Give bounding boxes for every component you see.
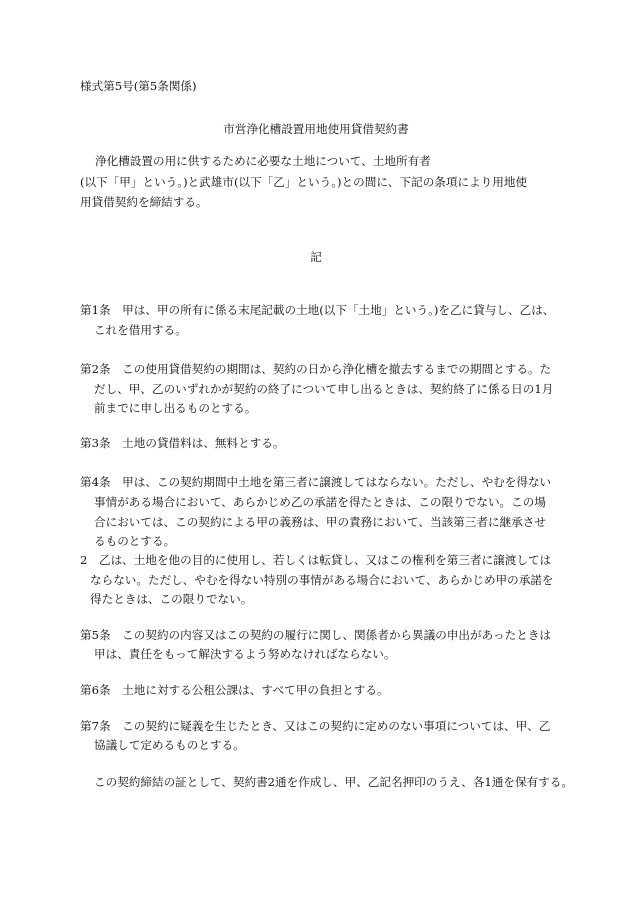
article-4-line-1: 第4条 甲は、この契約期間中土地を第三者に譲渡してはならない。ただし、やむを得ない <box>80 475 552 489</box>
article-4-line-4: るものとする。 <box>94 534 176 548</box>
article-4-line-3: 合においては、この契約による甲の義務は、甲の責務において、当該第三者に継承させ <box>94 515 546 529</box>
article-2-line-3: 前までに申し出るものとする。 <box>94 401 257 415</box>
article-1-line-2: これを借用する。 <box>94 323 187 337</box>
document-title: 市営浄化槽設置用地使用貸借契約書 <box>223 122 409 136</box>
ki-heading: 記 <box>310 250 322 264</box>
article-2-line-1: 第2条 この使用貸借契約の期間は、契約の日から浄化槽を撤去するまでの期間とする。た <box>80 362 552 376</box>
article-5-line-2: 甲は、責任をもって解決するよう努めなければならない。 <box>94 647 396 661</box>
article-7-line-2: 協議して定めるものとする。 <box>94 738 245 752</box>
article-3: 第3条 土地の貸借料は、無料とする。 <box>80 436 285 450</box>
preamble-line-1: 浄化槽設置の用に供するために必要な土地について、土地所有者 <box>95 154 431 168</box>
article-5-line-1: 第5条 この契約の内容又はこの契約の履行に関し、関係者から異議の申出があったときは <box>80 628 552 642</box>
article-1-line-1: 第1条 甲は、甲の所有に係る末尾記載の土地(以下「土地」という。)を乙に貸与し、乙は、 <box>80 303 555 317</box>
form-label: 様式第5号(第5条関係) <box>80 79 197 93</box>
preamble-line-3: 用貸借契約を締結する。 <box>80 195 208 209</box>
article-4-para-2-line-2: ならない。ただし、やむを得ない特別の事情がある場合において、あらかじめ甲の承諾を <box>90 573 554 587</box>
article-4-para-2-line-3: 得たときは、この限りでない。 <box>90 592 253 606</box>
article-4-line-2: 事情がある場合において、あらかじめ乙の承諾を得たときは、この限りでない。この場 <box>94 495 546 509</box>
article-2-line-2: だし、甲、乙のいずれかが契約の終了について申し出るときは、契約終了に係る日の1月 <box>94 382 554 396</box>
article-7-line-1: 第7条 この契約に疑義を生じたとき、又はこの契約に定めのない事項については、甲、乙 <box>80 719 551 733</box>
preamble-line-2: (以下「甲」という。)と武雄市(以下「乙」という。)との間に、下記の条項により用地使 <box>80 175 528 189</box>
closing-statement: この契約締結の証として、契約書2通を作成し、甲、乙記名押印のうえ、各1通を保有する。 <box>94 775 573 789</box>
article-6: 第6条 土地に対する公租公課は、すべて甲の負担とする。 <box>80 683 389 697</box>
article-4-para-2-line-1: 2 乙は、土地を他の目的に使用し、若しくは転貸し、又はこの権利を第三者に譲渡しては <box>80 553 552 567</box>
